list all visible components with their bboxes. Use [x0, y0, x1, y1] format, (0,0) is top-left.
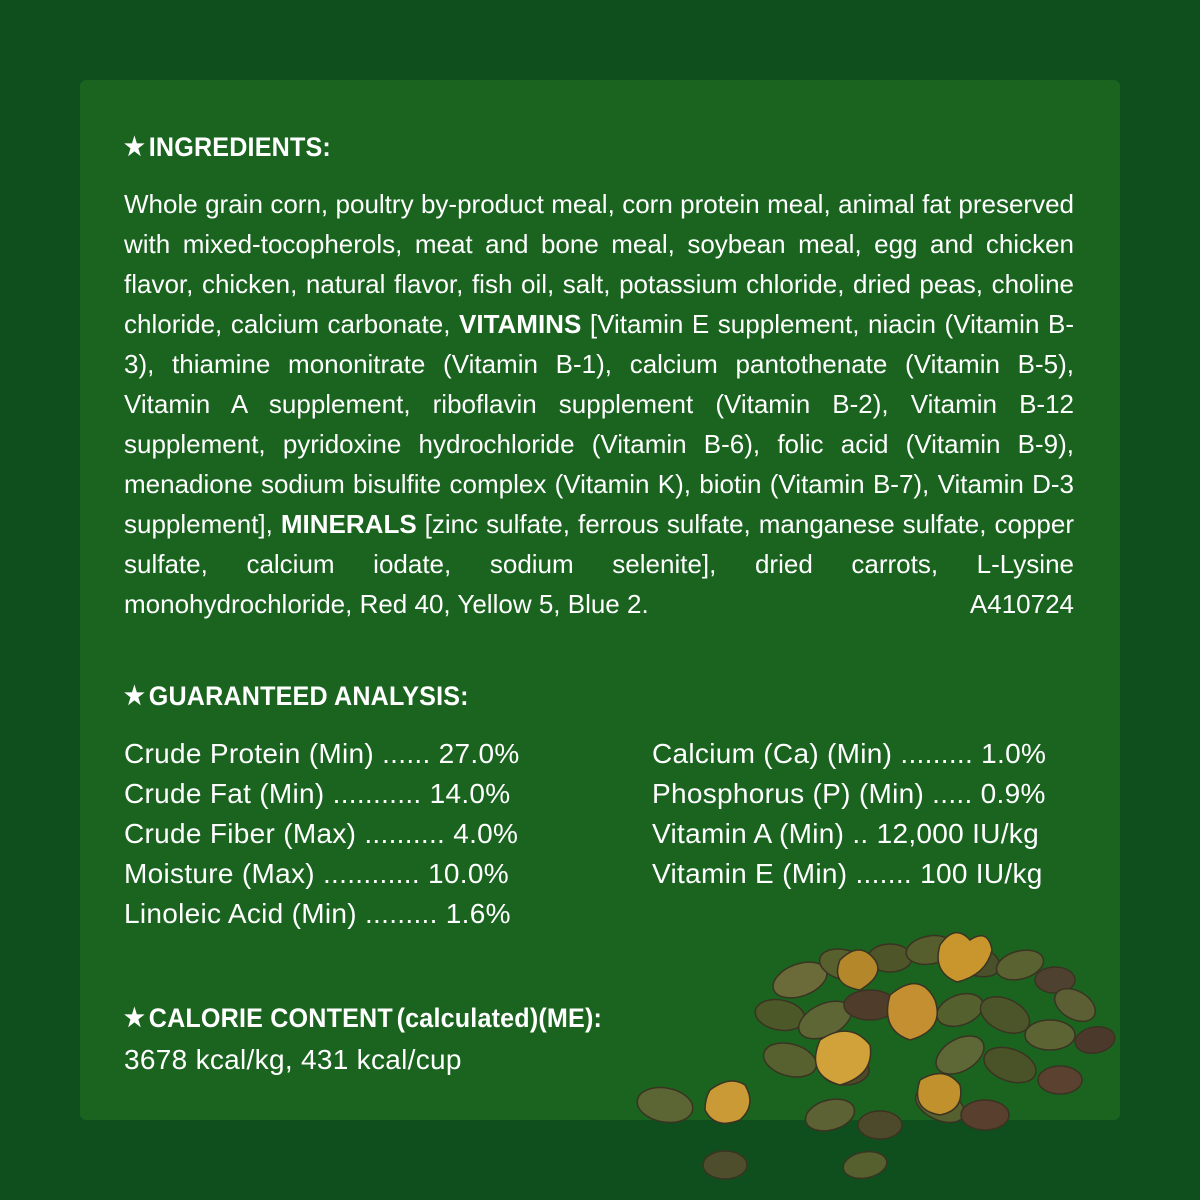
analysis-row: Linoleic Acid (Min) ......... 1.6%: [124, 898, 511, 929]
ingredients-text-3: [zinc sulfate, ferrous sulfate, manganese sulfate, copper sulfate, calcium iodate, sodium selenite], dried carrots, L-Lysine monohydrochloride, Red 40, Yellow 5, Blue 2.: [124, 509, 1074, 619]
calorie-heading: [124, 1003, 602, 1034]
analysis-left-column: [124, 734, 520, 934]
kibble-pile-image: [630, 920, 1130, 1180]
product-code: A410724: [969, 589, 1074, 619]
calorie-heading-bold: CALORIE CONTENT: [148, 1003, 393, 1033]
analysis-heading-text: GUARANTEED ANALYSIS:: [148, 681, 469, 711]
ingredients-text-2: [Vitamin E supplement, niacin (Vitamin B-3), thiamine mononitrate (Vitamin B-1), calcium pantothenate (Vitamin B-5), Vitamin A supplement, riboflavin supplement (Vitamin B-2), Vitamin B-12 supplement, pyridoxine hydrochloride (Vitamin B-6), folic acid (Vitamin B-9), menadione sodium bisulfite complex (Vitamin K), biotin (Vitamin B-7), Vitamin D-3 supplement],: [124, 309, 1074, 539]
analysis-row: Phosphorus (P) (Min) ..... 0.9%: [652, 778, 1046, 809]
ingredients-list: [124, 184, 1074, 624]
minerals-label: MINERALS: [280, 509, 417, 539]
calorie-value: 3678 kcal/kg, 431 kcal/cup: [124, 1044, 462, 1075]
ingredients-heading-text: INGREDIENTS:: [148, 132, 331, 162]
analysis-row: Crude Fat (Min) ........... 14.0%: [124, 778, 511, 809]
analysis-row: Vitamin A (Min) .. 12,000 IU/kg: [652, 818, 1039, 849]
analysis-row: Moisture (Max) ............ 10.0%: [124, 858, 509, 889]
calorie-heading-rest: (calculated)(ME):: [396, 1003, 603, 1033]
vitamins-label: VITAMINS: [459, 309, 582, 339]
analysis-row: Vitamin E (Min) ....... 100 IU/kg: [652, 858, 1043, 889]
star-icon: ★: [124, 682, 146, 710]
analysis-row: Crude Protein (Min) ...... 27.0%: [124, 738, 520, 769]
analysis-row: Crude Fiber (Max) .......... 4.0%: [124, 818, 519, 849]
star-icon: ★: [124, 1004, 146, 1032]
analysis-right-column: [652, 734, 1046, 894]
ingredients-text-1: Whole grain corn, poultry by-product meal, corn protein meal, animal fat preserved with mixed-tocopherols, meat and bone meal, soybean meal, egg and chicken flavor, chicken, natural flavor, fish oil, salt, potassium chloride, dried peas, choline chloride, calcium carbonate,: [124, 189, 1074, 339]
analysis-heading: [124, 681, 469, 712]
ingredients-heading: [124, 132, 331, 163]
analysis-row: Calcium (Ca) (Min) ......... 1.0%: [652, 738, 1047, 769]
star-icon: ★: [124, 133, 146, 161]
